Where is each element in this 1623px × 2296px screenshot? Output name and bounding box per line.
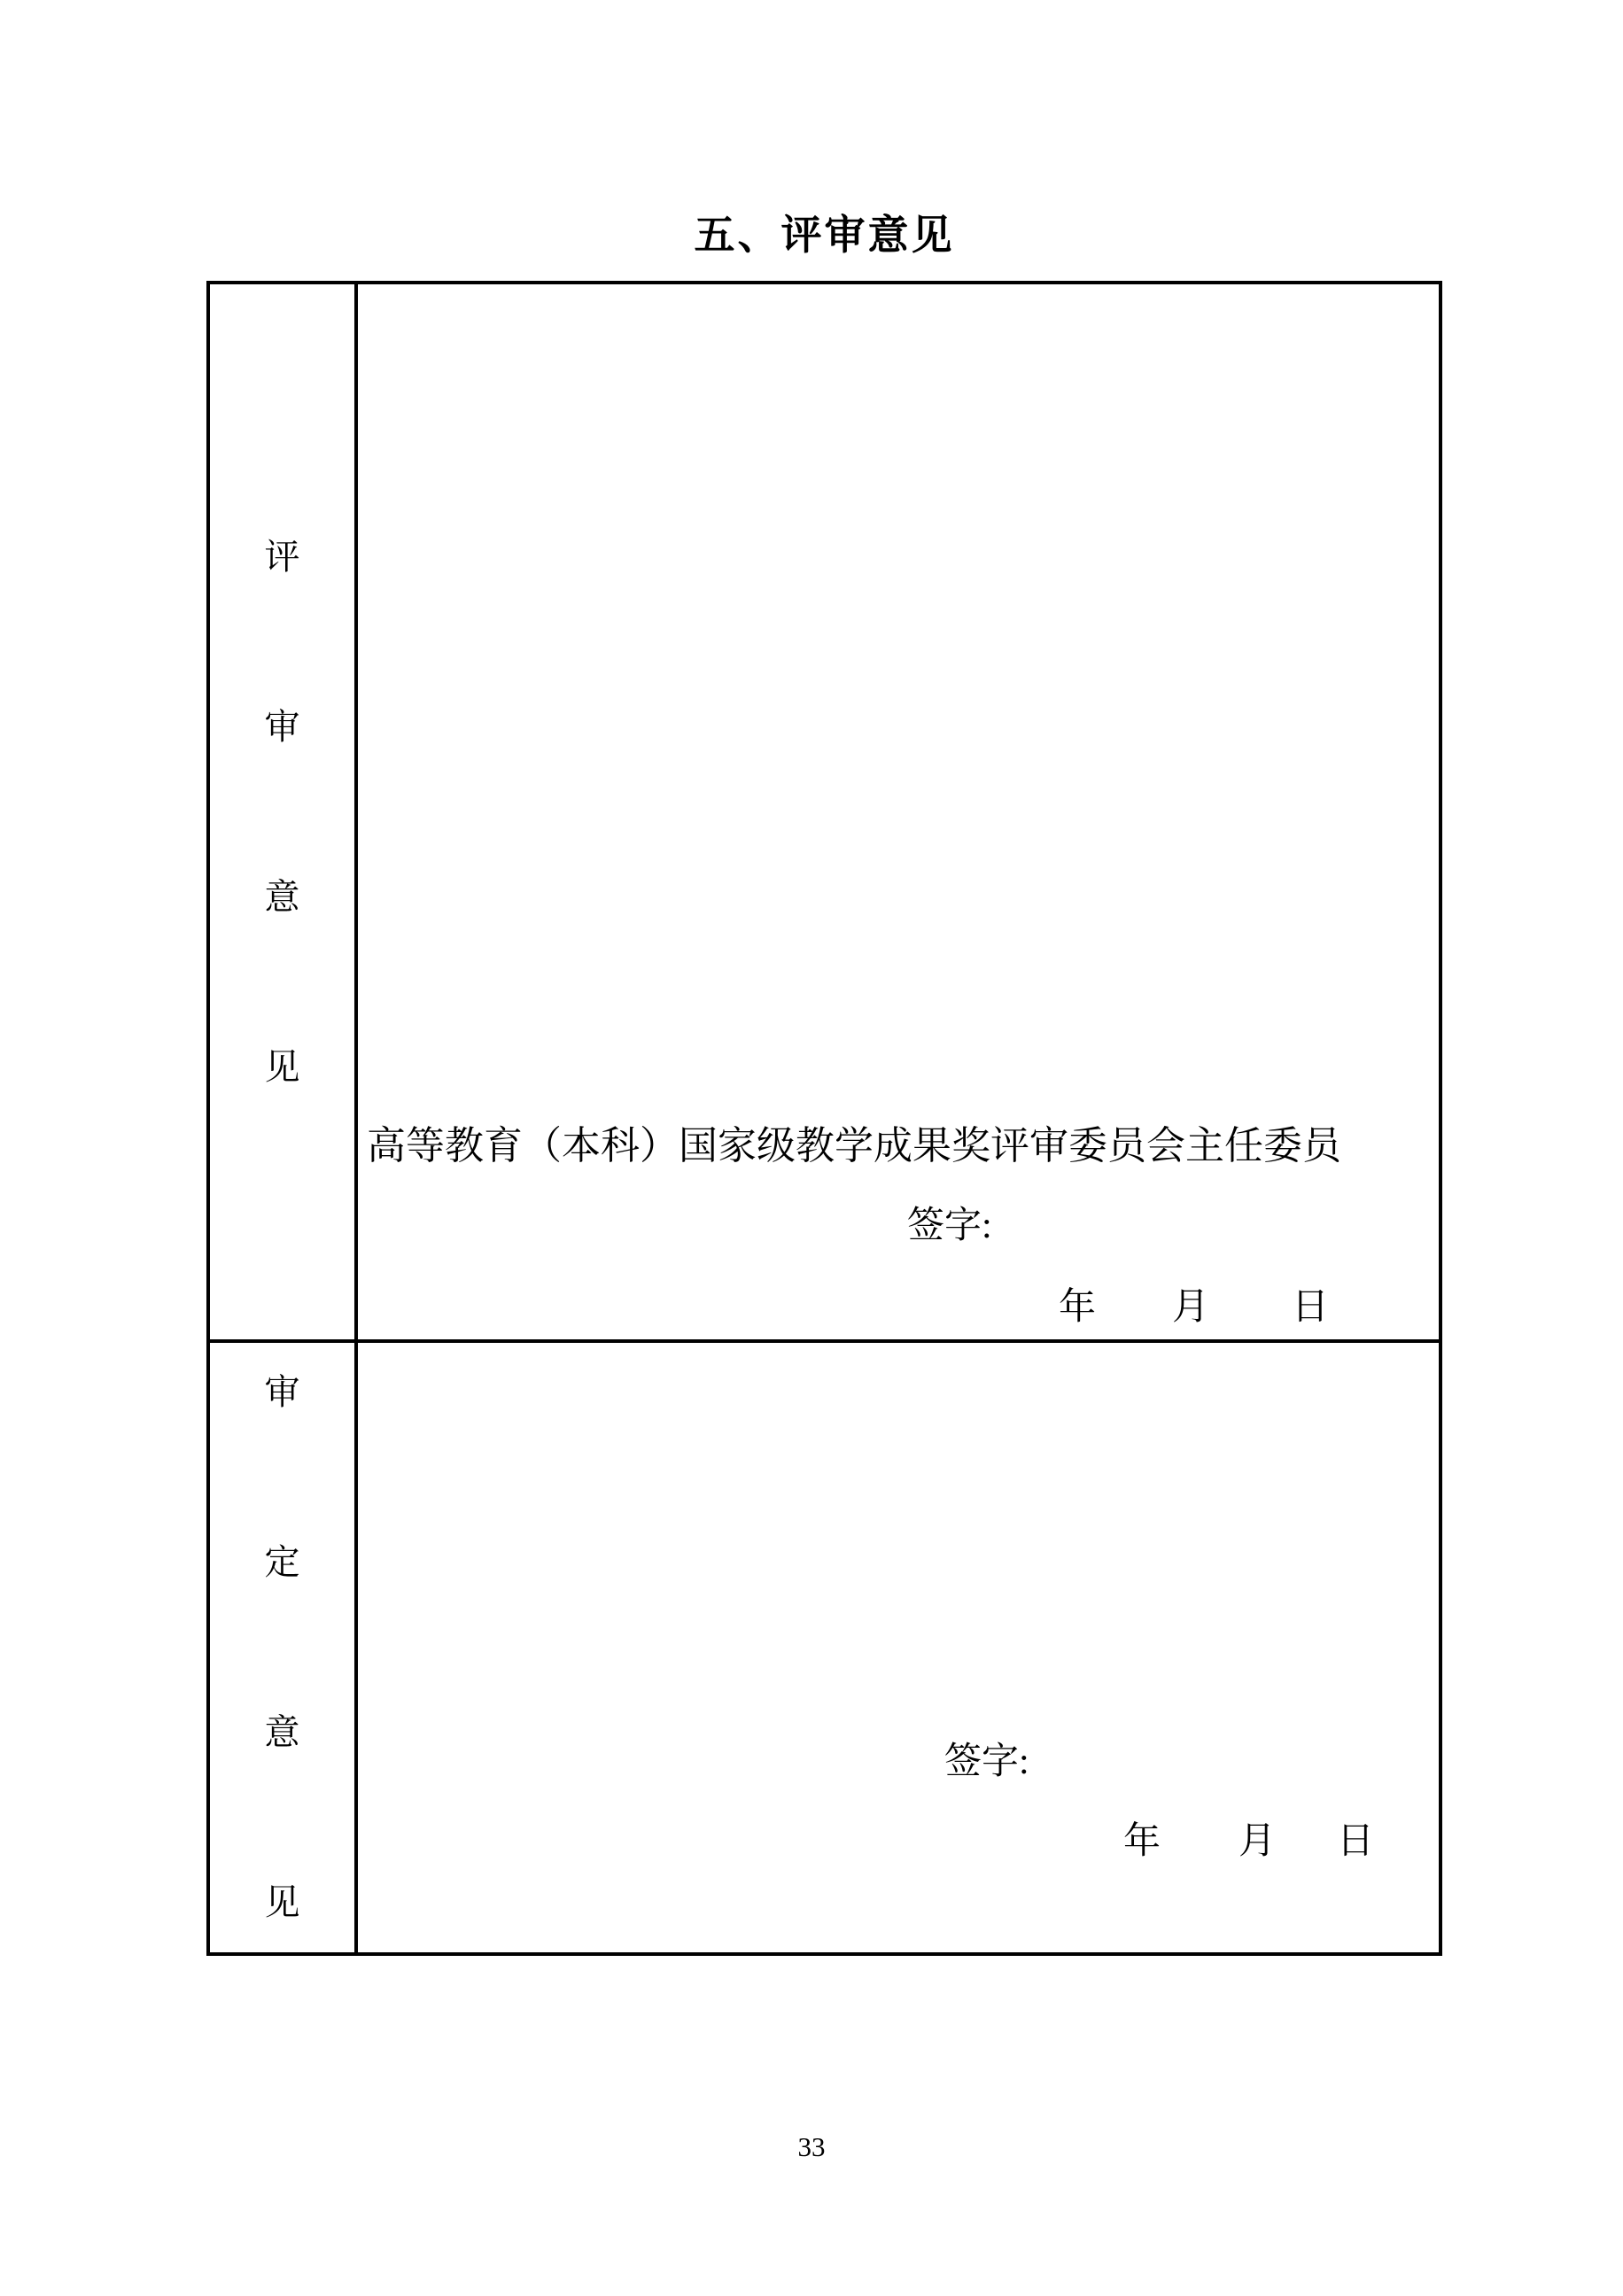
section-title: 五、评审意见 bbox=[694, 213, 955, 258]
label-char: 见 bbox=[264, 1882, 300, 1922]
table-row-approval-opinion bbox=[210, 1343, 1439, 1952]
label-char: 意 bbox=[264, 1712, 300, 1752]
year-label: 年 bbox=[1123, 1821, 1161, 1862]
month-label: 月 bbox=[1172, 1287, 1210, 1328]
year-label: 年 bbox=[1059, 1287, 1097, 1328]
day-label: 日 bbox=[1337, 1821, 1375, 1862]
month-label: 月 bbox=[1239, 1821, 1277, 1862]
label-char: 见 bbox=[264, 1046, 300, 1087]
signature-label: 签字: bbox=[907, 1206, 992, 1246]
day-label: 日 bbox=[1292, 1287, 1330, 1328]
date-line bbox=[1059, 1289, 1329, 1326]
signature-label: 签字: bbox=[944, 1741, 1029, 1782]
label-char: 定 bbox=[264, 1542, 300, 1582]
review-table bbox=[206, 281, 1442, 1956]
row-label-review-opinion bbox=[210, 284, 358, 1339]
label-char: 意 bbox=[264, 876, 300, 917]
page-number: 33 bbox=[797, 2131, 826, 2162]
row-label-approval-opinion bbox=[210, 1343, 358, 1952]
committee-title-line: 高等教育（本科）国家级教学成果奖评审委员会主任委员 bbox=[367, 1124, 1341, 1167]
approval-opinion-cell bbox=[358, 1343, 1439, 1952]
table-row-review-opinion bbox=[210, 284, 1439, 1343]
label-char: 评 bbox=[264, 536, 300, 577]
label-char: 审 bbox=[264, 706, 300, 747]
date-line bbox=[1123, 1823, 1374, 1860]
label-char: 审 bbox=[264, 1372, 300, 1412]
review-opinion-cell bbox=[358, 284, 1439, 1339]
